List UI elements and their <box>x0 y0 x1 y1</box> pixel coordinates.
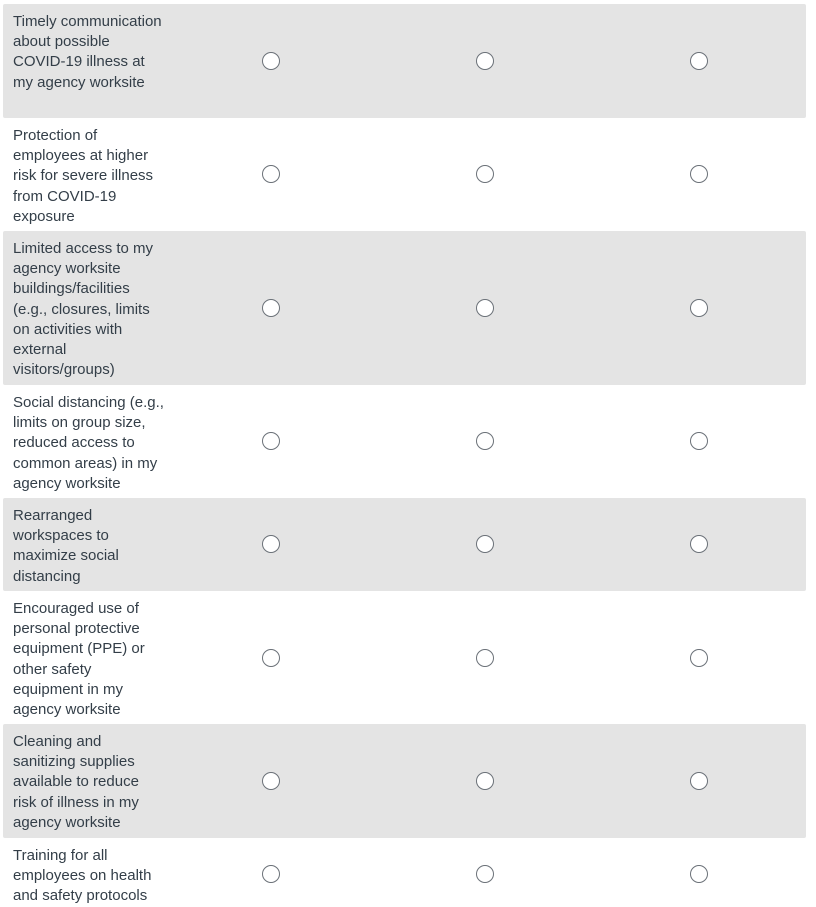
radio-option-3[interactable] <box>690 299 708 317</box>
row-label: Social distancing (e.g., limits on group size, reduced access to common areas) in my agency worksite <box>13 394 164 492</box>
matrix-row <box>3 838 806 907</box>
radio-option-2[interactable] <box>476 52 494 70</box>
matrix-row <box>3 498 806 591</box>
matrix-row <box>3 118 806 231</box>
radio-option-3[interactable] <box>690 772 708 790</box>
radio-option-3[interactable] <box>690 52 708 70</box>
radio-option-3[interactable] <box>690 649 708 667</box>
row-label: Cleaning and sanitizing supplies available to reduce risk of illness in my agency worksite <box>13 733 139 831</box>
radio-option-1[interactable] <box>262 165 280 183</box>
radio-option-3[interactable] <box>690 432 708 450</box>
radio-option-2[interactable] <box>476 299 494 317</box>
radio-option-1[interactable] <box>262 865 280 883</box>
radio-option-2[interactable] <box>476 649 494 667</box>
radio-option-1[interactable] <box>262 772 280 790</box>
radio-option-3[interactable] <box>690 165 708 183</box>
row-label: Training for all employees on health and safety protocols <box>13 847 152 905</box>
row-label: Protection of employees at higher risk for severe illness from COVID-19 exposure <box>13 127 154 225</box>
radio-option-1[interactable] <box>262 52 280 70</box>
matrix-row <box>3 724 806 838</box>
radio-option-3[interactable] <box>690 535 708 553</box>
matrix-row <box>3 231 806 385</box>
matrix-row <box>3 591 806 724</box>
radio-option-2[interactable] <box>476 772 494 790</box>
radio-option-2[interactable] <box>476 432 494 450</box>
radio-option-1[interactable] <box>262 649 280 667</box>
radio-option-1[interactable] <box>262 535 280 553</box>
radio-option-1[interactable] <box>262 299 280 317</box>
radio-option-2[interactable] <box>476 535 494 553</box>
radio-option-1[interactable] <box>262 432 280 450</box>
matrix-row <box>3 4 806 118</box>
row-label: Timely communication about possible COVID-19 illness at my agency worksite <box>13 13 162 91</box>
row-label: Limited access to my agency worksite buildings/facilities (e.g., closures, limits on activities with external visitors/groups) <box>13 240 154 379</box>
matrix-row <box>3 385 806 498</box>
radio-option-2[interactable] <box>476 865 494 883</box>
radio-option-2[interactable] <box>476 165 494 183</box>
row-label: Encouraged use of personal protective equipment (PPE) or other safety equipment in my agency worksite <box>13 600 145 719</box>
row-label: Rearranged workspaces to maximize social distancing <box>13 507 119 585</box>
radio-option-3[interactable] <box>690 865 708 883</box>
